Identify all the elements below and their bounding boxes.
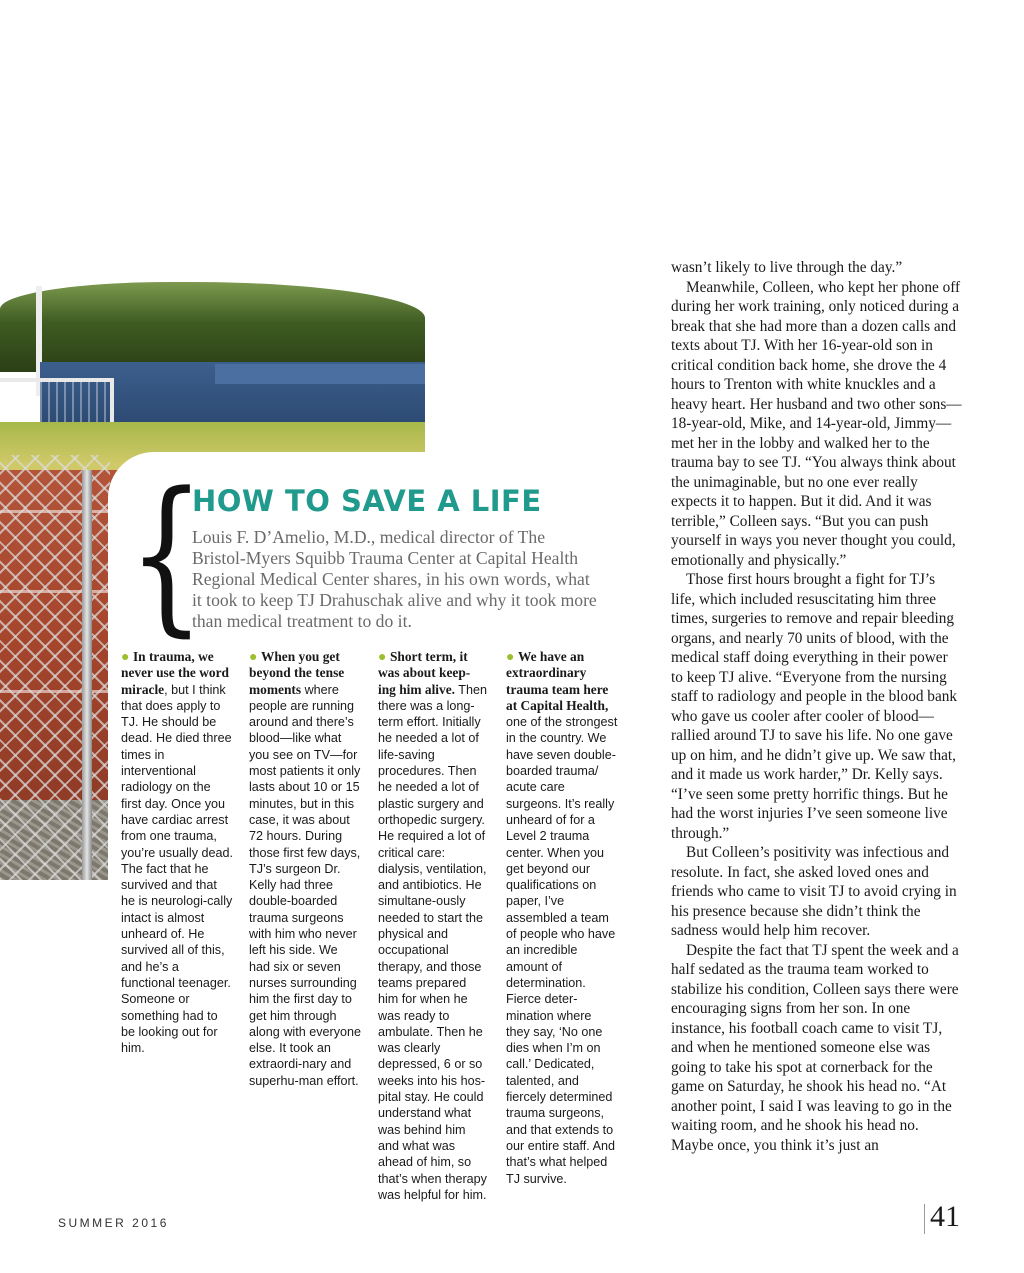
sidebar-column-4 <box>506 648 618 1187</box>
column-lead: When you get beyond the tense moments <box>249 649 345 697</box>
column-text: , but I think that does apply to TJ. He should be dead. He died three times in interventional radiology on the first day. Once you have cardiac arrest from one trauma, you’re usually dead. The fact that he survived and that he is neurologi-cally intact is almost unheard of. He survived all of this, and he’s a functional teenager. Someone or something had to be looking out for him. <box>121 682 234 1056</box>
article-paragraph: wasn’t likely to live through the day.” <box>671 259 903 276</box>
photo-chain-link-fence <box>0 455 110 880</box>
column-lead: We have an extraordinary trauma team here at Capital Health, <box>506 649 609 713</box>
bullet-icon: ● <box>249 648 258 664</box>
bullet-icon: ● <box>121 648 130 664</box>
sidebar-intro: Louis F. D’Amelio, M.D., medical director of The Bristol-Myers Squibb Trauma Center at Capital Health Regional Medical Center shares, in his own words, what it took to keep TJ Drahuschak alive and why it took more than medical treatment to do it. <box>192 527 597 631</box>
article-paragraph: Meanwhile, Colleen, who kept her phone off during her work training, only noticed during a break that she had more than a dozen calls and texts about TJ. With her 16-year-old son in critical condition back home, she drove the 4 hours to Trenton with white knuckles and a heavy heart. Her husband and two other sons—18-year-old, Mike, and 14-year-old, Jimmy—met her in the lobby and walked her to the trauma bay to see TJ. “You always think about the unimaginable, but no one ever really expects it to happen. But it did. And it was terrible,” Colleen says. “But you can push yourself in ways you never thought you could, emotionally and physically.” <box>671 278 962 569</box>
sidebar-column-1 <box>121 648 233 1056</box>
sidebar-column-2 <box>249 648 361 1089</box>
photo-treeline <box>0 282 425 372</box>
column-lead: Short term, it was about keep-ing him alive. <box>378 649 471 697</box>
article-paragraph: But Colleen’s positivity was infectious and resolute. In fact, she asked loved ones and friends who came to visit TJ to avoid crying in his presence because she didn’t think the sadness would help him recover. <box>671 844 957 939</box>
sidebar-title: HOW TO SAVE A LIFE <box>192 484 542 518</box>
photo-soccer-goal <box>0 378 114 428</box>
photo-scoreboard-building <box>215 364 425 384</box>
page-number: 41 <box>930 1200 960 1233</box>
photo-sky <box>0 0 425 290</box>
article-paragraph: Those first hours brought a fight for TJ’s life, which included resuscitating him three times, surgeries to remove and repair bleeding organs, and nearly 70 units of blood, with the medical staff doing everything in their power to keep TJ alive. “Everyone from the nursing staff to radiology and people in the blood bank who gave us cooler after cooler of blood—rallied around TJ to save his life. No one gave up on him, and he didn’t give up. We saw that, and it made us work harder,” Dr. Kelly says. “I’ve seen some pretty horrific things. But he had the worst injuries I’ve seen someone live through.” <box>671 571 958 842</box>
column-lead: In trauma, we never use the word miracle <box>121 649 229 697</box>
article-paragraph: Despite the fact that TJ spent the week and a half sedated as the trauma team worked to stabilize his condition, Colleen says there were encouraging signs from her son. In one instance, his football coach came to visit TJ, and when he mentioned someone else was going to take his spot at cornerback for the game on Saturday, he shook his head no. “At another point, I said I was leaving to go in the waiting room, and he shook his head no. Maybe once, you think it’s just an <box>671 941 959 1154</box>
sidebar-column-3 <box>378 648 488 1203</box>
photo-fence-post <box>82 470 92 880</box>
issue-label: SUMMER 2016 <box>58 1216 169 1230</box>
article-body <box>671 258 963 1155</box>
bullet-icon: ● <box>378 648 387 664</box>
page-number-rule <box>924 1204 925 1234</box>
curly-brace-ornament: { <box>128 456 205 652</box>
column-text: Then there was a long-term effort. Initially he needed a lot of life-saving procedures. Then he needed a lot of plastic surgery and orthopedic surgery. He required a lot of critical care: dialysis, ventilation, and antibiotics. He simultane-ously needed to start the physical and occupational therapy, and those teams prepared him for when he was ready to ambulate. Then he was clearly depressed, 6 or so weeks into his hos-pital stay. He could understand what was behind him and what was ahead of him, so that’s when therapy was helpful for him. <box>378 682 487 1202</box>
bullet-icon: ● <box>506 648 515 664</box>
column-text: where people are running around and there’s blood—like what you see on TV—for most patients it only lasts about 10 or 15 minutes, but in this case, it was about 72 hours. During those first few days, TJ’s surgeon Dr. Kelly had three double-boarded trauma surgeons with him who never left his side. We had six or seven nurses surrounding him the first day to get him through along with everyone else. It took an extraordi-nary and superhu-man effort. <box>249 682 362 1088</box>
column-text: one of the strongest in the country. We have seven double-boarded trauma/ acute care surgeons. It’s really unheard of for a Level 2 trauma center. When you get beyond our qualifications on paper, I’ve assembled a team of people who have an incredible amount of determination. Fierce deter-mination where they say, ‘No one dies when I’m on call.’ Dedicated, talented, and fiercely determined trauma surgeons, and that extends to our entire staff. And that’s what helped TJ survive. <box>506 715 618 1186</box>
